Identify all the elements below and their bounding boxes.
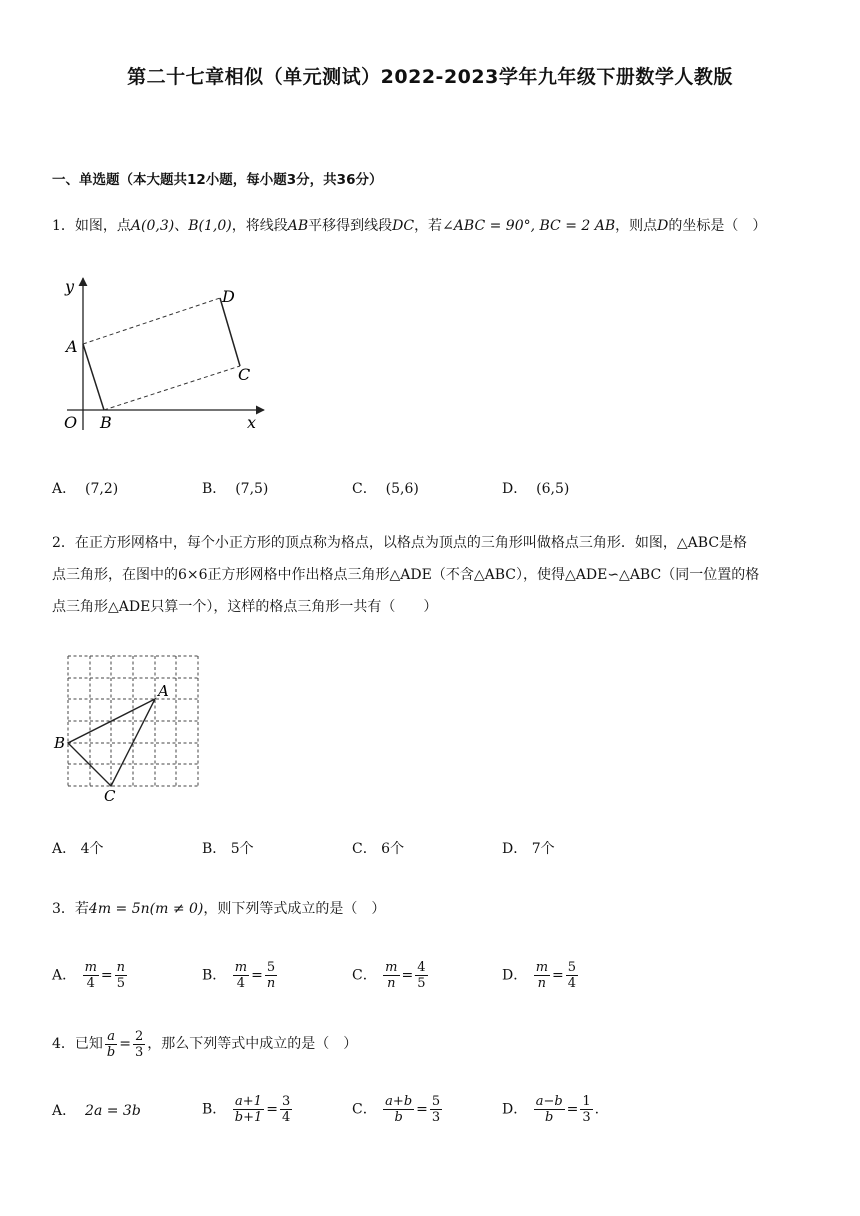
option-c[interactable]: C． $\frac{m}{n}$ = $\frac{4}{5}$ [352,960,426,991]
option-d[interactable]: D． (6,5) [502,481,570,497]
question-3-text: 3．若4m = 5n(m ≠ 0)，则下列等式成立的是（ ） [52,901,386,917]
label-a: A [66,337,78,356]
label-b: B [54,734,66,752]
question-2-figure [52,648,212,804]
question-2-text: 2．在正方形网格中，每个小正方形的顶点称为格点，以格点为顶点的三角形叫做格点三角形．如图，△ABC是格 点三角形，在图中的6×6正方形网格中作出格点三角形△ADE（不含△ABC），使得△ADE∽△ABC（同一位置的格 点三角形△ADE只算一个），这样的格点三角形一共有（ ） [52,535,760,615]
option-d[interactable]: D． 7个 [502,841,555,857]
label-a: A [158,682,169,700]
option-a[interactable]: A． 4个 [52,841,104,857]
question-1-text: 1．如图，点A(0,3)、B(1,0)，将线段AB平移得到线段DC，若∠ABC = 90°, BC = 2 AB，则点D的坐标是（ ） [52,218,767,234]
label-c: C [238,365,251,384]
option-a[interactable]: A． (7,2) [52,481,119,497]
label-b: B [100,413,112,432]
option-d[interactable]: D． $\frac{m}{n}$ = $\frac{5}{4}$ [502,960,577,991]
label-d: D [222,287,235,306]
grid [68,656,198,786]
option-c[interactable]: C． $\frac{a+b}{b}$ = $\frac{5}{3}$ [352,1094,441,1125]
option-a[interactable]: A． 2a = 3b [52,1103,141,1119]
segment-dc [220,298,240,366]
option-b[interactable]: B． $\frac{a+1}{b+1}$ = $\frac{3}{4}$ [202,1094,291,1125]
label-x: x [247,413,257,432]
option-b[interactable]: B． $\frac{m}{4}$ = $\frac{5}{n}$ [202,960,276,991]
dashed-bc [104,366,240,410]
label-o: O [64,413,78,432]
option-b[interactable]: B． (7,5) [202,481,269,497]
dashed-ad [83,298,220,344]
option-a[interactable]: A． $\frac{m}{4}$ = $\frac{n}{5}$ [52,960,126,991]
segment-ab [83,344,104,410]
option-c[interactable]: C． 6个 [352,841,405,857]
label-c: C [104,787,116,804]
question-1-figure [52,270,282,440]
label-y: y [65,277,75,296]
question-4-text: 4．已知 $\frac{a}{b}$ = $\frac{2}{3}$ ，那么下列等式中成立的是（ ） [52,1028,358,1060]
section-heading: 一、单选题（本大题共12小题，每小题3分，共36分） [52,172,383,188]
page-title: 第二十七章相似（单元测试）2022-2023学年九年级下册数学人教版 [127,66,733,88]
option-c[interactable]: C． (5,6) [352,481,419,497]
option-b[interactable]: B． 5个 [202,841,254,857]
option-d[interactable]: D． $\frac{a-b}{b}$ = $\frac{1}{3}$ . [502,1094,600,1125]
